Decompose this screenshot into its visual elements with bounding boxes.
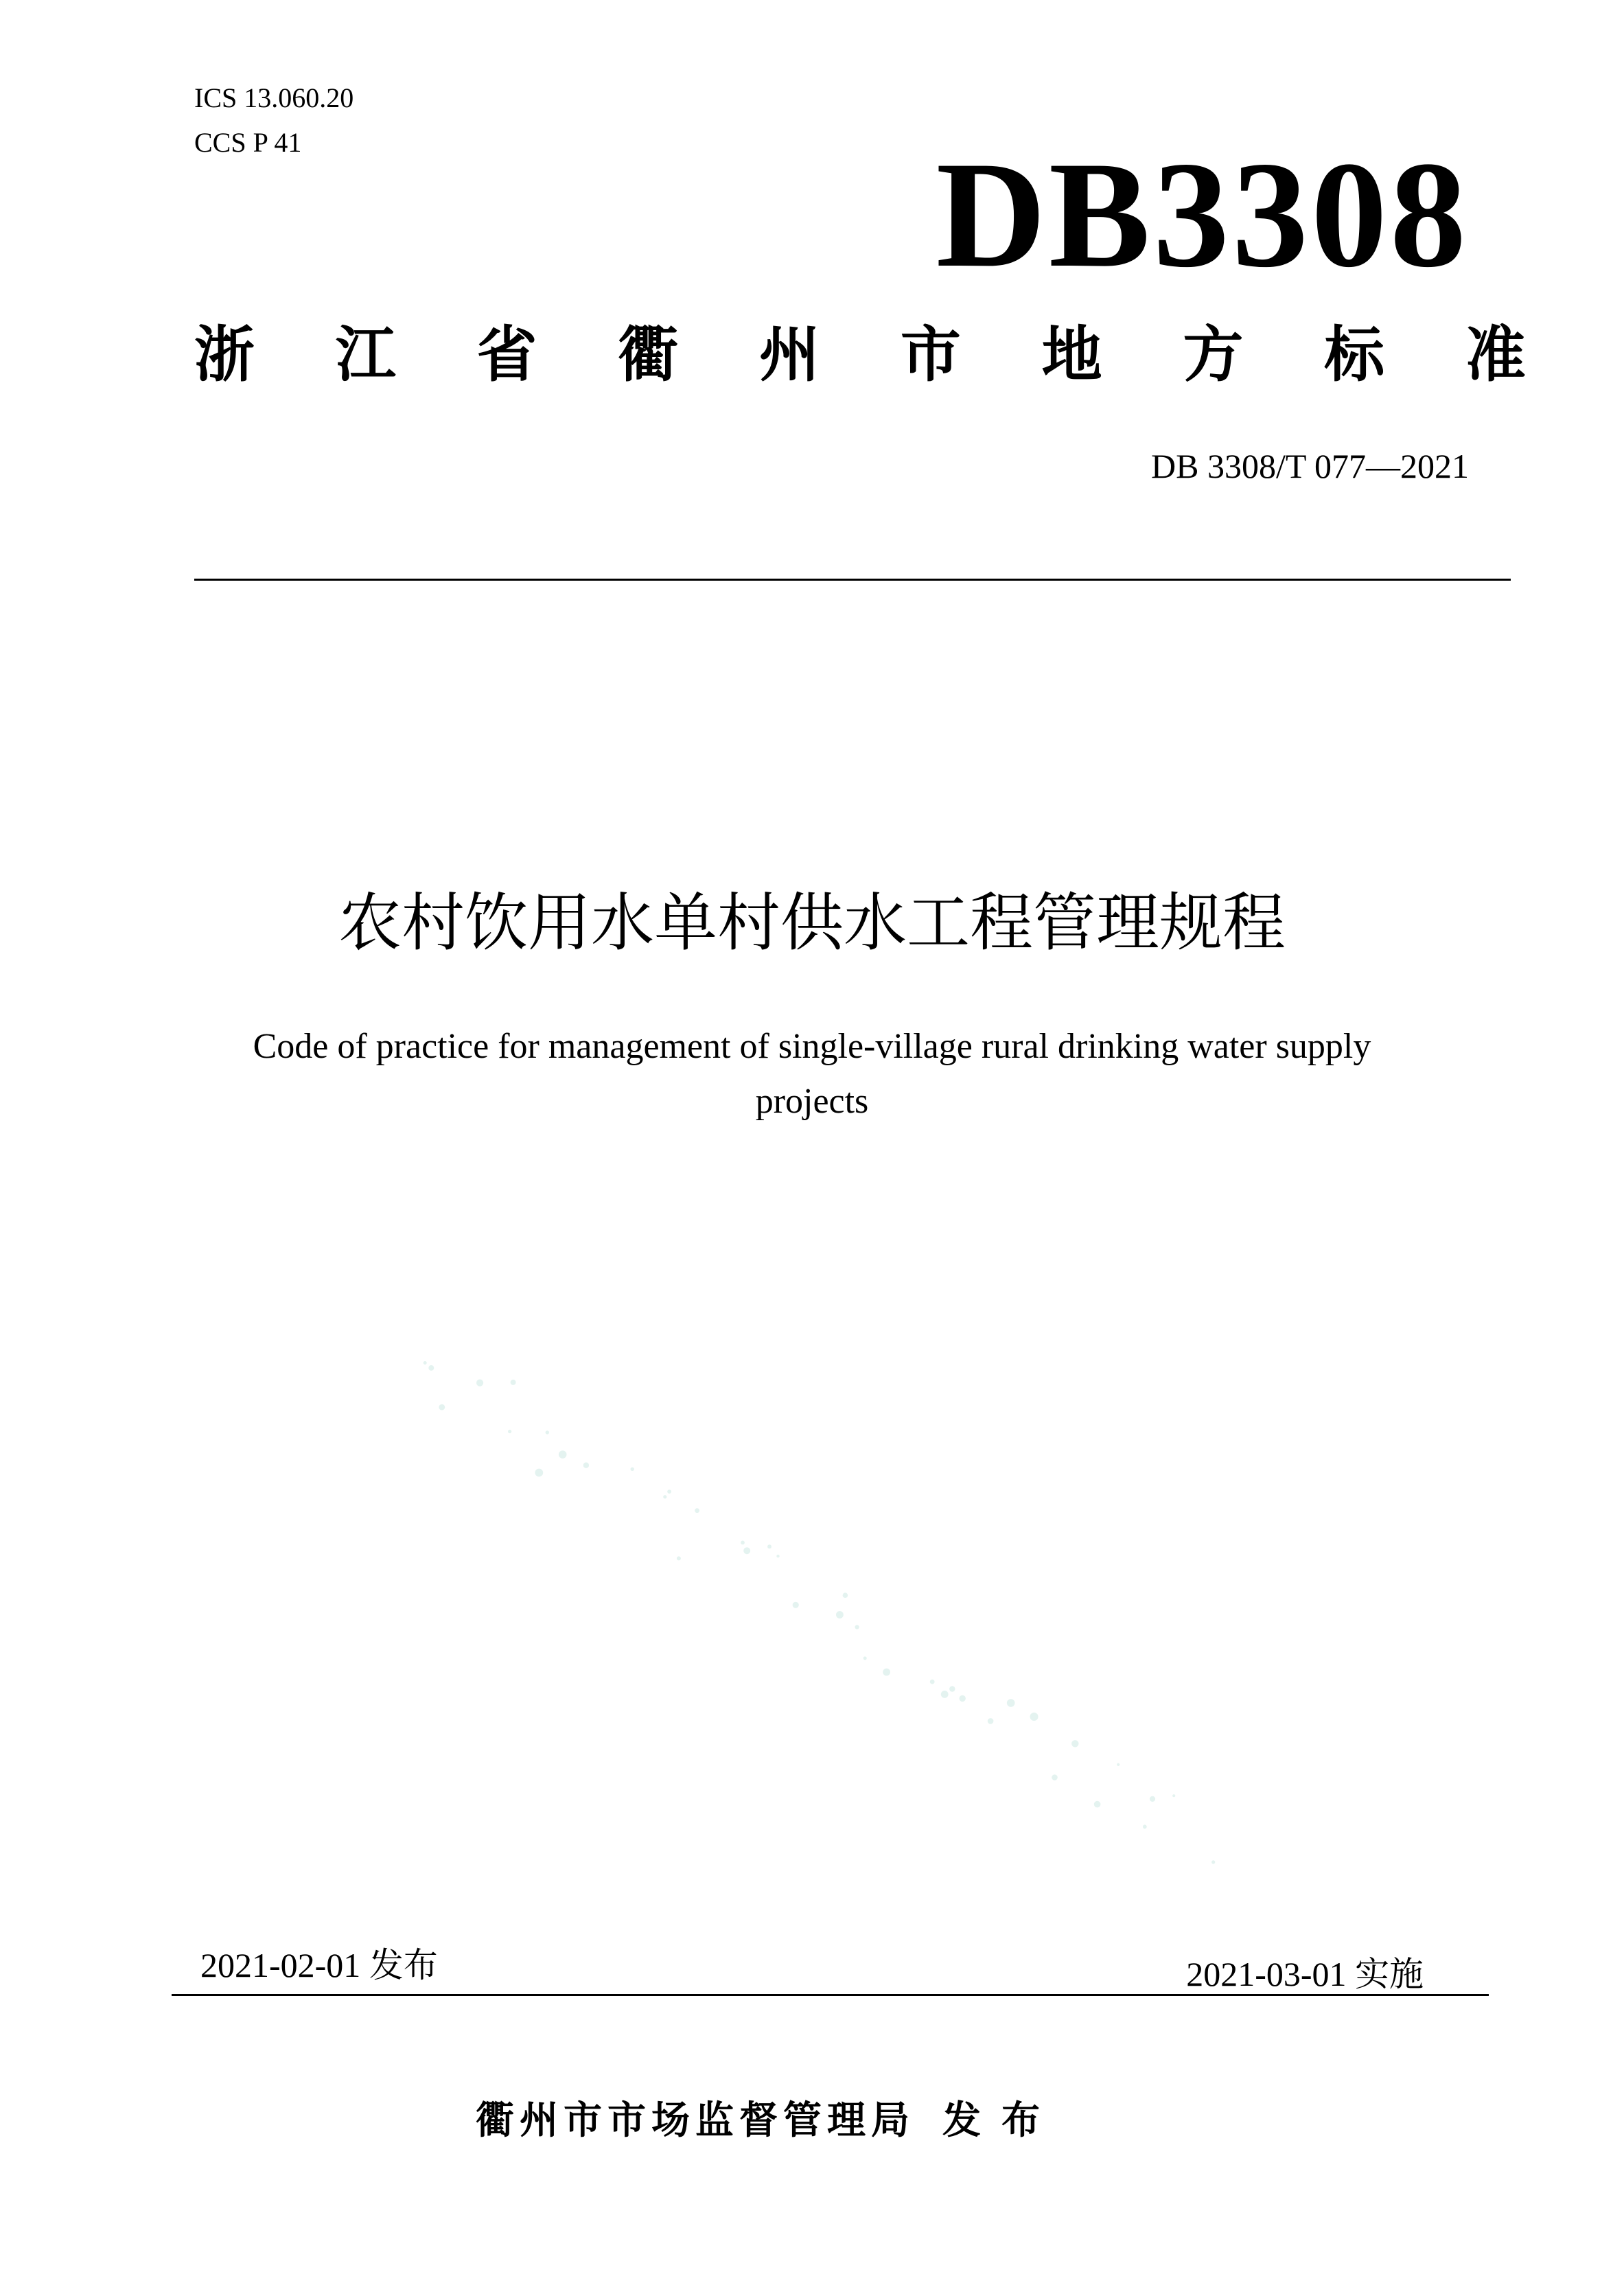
watermark-dot (631, 1468, 634, 1471)
standard-type-heading (194, 317, 1526, 393)
standard-type-char: 浙 (194, 319, 255, 390)
ics-code: ICS 13.060.20 (194, 82, 354, 113)
issue-label: 发布 (369, 1945, 438, 1985)
watermark-dot (583, 1463, 589, 1468)
watermark-dot (1143, 1824, 1147, 1829)
watermark-dot (663, 1495, 666, 1498)
watermark-dot (508, 1430, 511, 1433)
title-english (194, 1019, 1430, 1129)
watermark-dot (546, 1430, 549, 1434)
watermark-dot (741, 1541, 745, 1545)
watermark-dot (863, 1656, 867, 1660)
top-divider (194, 579, 1511, 581)
watermark-dot (424, 1361, 427, 1365)
implement-label: 实施 (1355, 1954, 1424, 1994)
standard-number: DB 3308/T 077—2021 (1151, 447, 1469, 485)
standard-type-char: 准 (1465, 319, 1526, 390)
standard-type-char: 方 (1183, 319, 1244, 390)
watermark-dot (1030, 1713, 1039, 1721)
watermark-dot (1211, 1860, 1215, 1864)
title-english-line-2: projects (755, 1082, 869, 1121)
standard-type-char: 地 (1041, 319, 1102, 390)
watermark-dot (695, 1508, 699, 1513)
watermark-dot (930, 1680, 935, 1684)
watermark-dot (960, 1695, 966, 1702)
watermark-dot (843, 1592, 848, 1598)
watermark-dot (776, 1555, 779, 1557)
implement-date-line (1186, 1953, 1424, 1995)
watermark-dot (559, 1450, 567, 1459)
watermark-dot (855, 1625, 859, 1629)
standard-type-char: 衢 (618, 319, 679, 390)
faint-watermark (384, 1304, 1277, 1922)
watermark-dot (535, 1469, 543, 1477)
ccs-code: CCS P 41 (194, 127, 302, 158)
watermark-dot (428, 1365, 434, 1371)
watermark-dot (941, 1691, 949, 1698)
standard-code-large: DB3308 (936, 130, 1469, 299)
standard-type-char: 江 (335, 319, 396, 390)
standard-type-char: 标 (1324, 319, 1385, 390)
standard-type-char: 省 (476, 319, 537, 390)
standard-type-char: 州 (759, 319, 820, 390)
watermark-dot (1052, 1774, 1058, 1781)
publisher-name: 衢州市市场监督管理局 (476, 2098, 915, 2143)
watermark-dot (743, 1547, 750, 1554)
bottom-divider (172, 1994, 1489, 1996)
watermark-dot (883, 1669, 890, 1676)
watermark-dot (1172, 1794, 1175, 1797)
watermark-dot (949, 1686, 955, 1691)
watermark-dot (1007, 1699, 1015, 1707)
issue-date: 2021-02-01 (200, 1946, 361, 1984)
standard-type-char: 市 (900, 319, 961, 390)
title-chinese: 农村饮用水单村供水工程管理规程 (338, 886, 1286, 960)
watermark-dot (677, 1556, 681, 1560)
watermark-dot (767, 1544, 772, 1549)
publisher-line (476, 2097, 1060, 2145)
title-english-line-1: Code of practice for management of single-village rural drinking water supply (253, 1027, 1371, 1066)
watermark-dot (793, 1602, 799, 1608)
watermark-dot (511, 1380, 516, 1385)
watermark-dot (1117, 1763, 1120, 1766)
watermark-dots (424, 1361, 1216, 1864)
watermark-dot (1094, 1801, 1101, 1808)
implement-date: 2021-03-01 (1186, 1955, 1347, 1993)
publisher-action: 发布 (942, 2098, 1060, 2143)
watermark-dot (476, 1380, 483, 1387)
watermark-dot (836, 1611, 844, 1619)
issue-date-line (200, 1944, 438, 1986)
watermark-dot (1071, 1740, 1078, 1747)
watermark-dot (439, 1404, 445, 1411)
watermark-dot (988, 1718, 994, 1724)
watermark-dot (1150, 1796, 1155, 1802)
watermark-dot (667, 1489, 671, 1494)
